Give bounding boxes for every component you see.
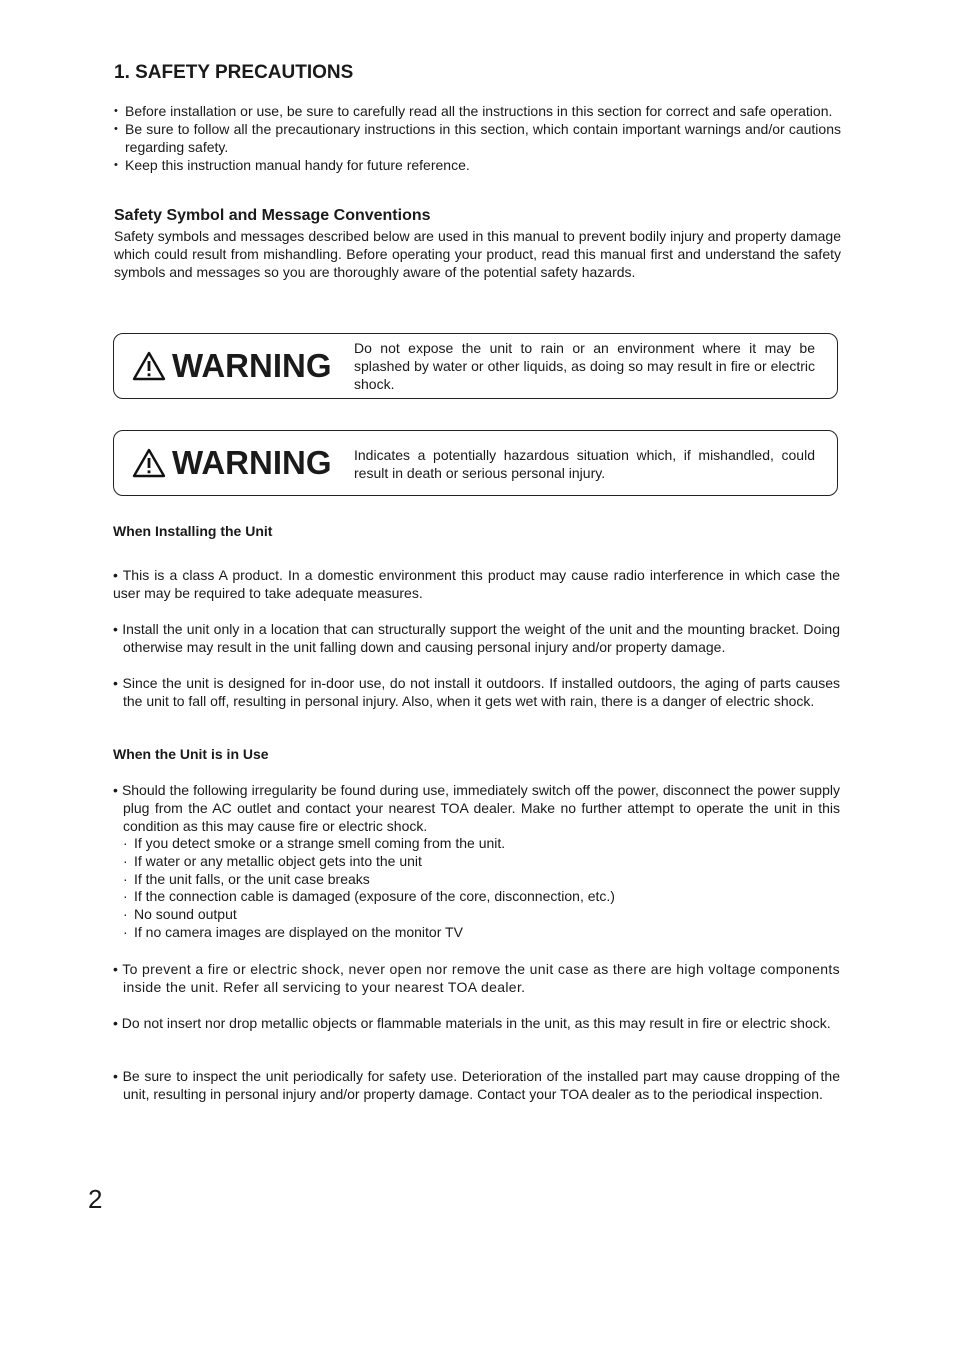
in-use-item: • Should the following irregularity be found during use, immediately switch off the power, disconnect the power supply plug from the AC outlet and contact your nearest TOA dealer. Make no further attempt to operate the unit in this condition as this may cause fire or electric shock. (113, 782, 840, 834)
intro-bullet-list (114, 102, 841, 174)
installing-item: • Since the unit is designed for in-door use, do not install it outdoors. If installed outdoors, the aging of parts causes the unit to fall off, resulting in personal injury. Also, when it gets wet with rain, there is a danger of electric shock. (113, 675, 840, 709)
installing-item: • This is a class A product. In a domestic environment this product may cause radio interference in which case the user may be required to take adequate measures. (113, 567, 840, 601)
in-use-item: • Be sure to inspect the unit periodically for safety use. Deterioration of the installed part may cause dropping of the unit, resulting in personal injury and/or property damage. Contact your TOA dealer as to the periodical inspection. (113, 1068, 840, 1102)
irregularity-item: · No sound output (123, 906, 615, 924)
warning-word: WARNING (172, 444, 332, 481)
conventions-text: Safety symbols and messages described below are used in this manual to prevent bodily injury and property damage which could result from mishandling. Before operating your product, read this manual first and understand the safety symbols and messages so you are thoroughly aware of the potential safety hazards. (114, 228, 841, 280)
irregularity-item: · If no camera images are displayed on the monitor TV (123, 924, 615, 942)
warning-triangle-icon (132, 448, 166, 478)
warning-label (132, 441, 332, 485)
page-title: 1. SAFETY PRECAUTIONS (114, 62, 354, 83)
intro-bullet: • Before installation or use, be sure to carefully read all the instructions in this section for correct and safe operation. (114, 102, 841, 120)
intro-bullet: • Keep this instruction manual handy for future reference. (114, 156, 841, 174)
in-use-item: • To prevent a fire or electric shock, never open nor remove the unit case as there are high voltage components inside the unit. Refer all servicing to your nearest TOA dealer. (113, 961, 840, 995)
warning-label (132, 344, 332, 388)
installing-item: • Install the unit only in a location that can structurally support the weight of the unit and the mounting bracket. Doing otherwise may result in the unit falling down and causing personal injury and/or property damage. (113, 621, 840, 655)
installing-heading: When Installing the Unit (113, 523, 273, 539)
in-use-heading: When the Unit is in Use (113, 746, 269, 762)
irregularity-item: · If the unit falls, or the unit case breaks (123, 871, 615, 889)
conventions-title: Safety Symbol and Message Conventions (114, 207, 431, 224)
irregularity-item: · If you detect smoke or a strange smell coming from the unit. (123, 835, 615, 853)
irregularity-list (123, 835, 615, 942)
irregularity-item: · If water or any metallic object gets into the unit (123, 853, 615, 871)
warning-box (113, 333, 838, 399)
warning-word: WARNING (172, 347, 332, 384)
page-number: 2 (88, 1184, 103, 1214)
warning-text: Do not expose the unit to rain or an environment where it may be splashed by water or other liquids, as doing so may result in fire or electric shock. (354, 340, 815, 392)
warning-triangle-icon (132, 351, 166, 381)
in-use-item: • Do not insert nor drop metallic objects or flammable materials in the unit, as this may result in fire or electric shock. (113, 1015, 831, 1031)
warning-text: Indicates a potentially hazardous situation which, if mishandled, could result in death or serious personal injury. (354, 447, 815, 481)
warning-box (113, 430, 838, 496)
intro-bullet: • Be sure to follow all the precautionary instructions in this section, which contain important warnings and/or cautions regarding safety. (114, 120, 841, 156)
irregularity-item: · If the connection cable is damaged (exposure of the core, disconnection, etc.) (123, 888, 615, 906)
